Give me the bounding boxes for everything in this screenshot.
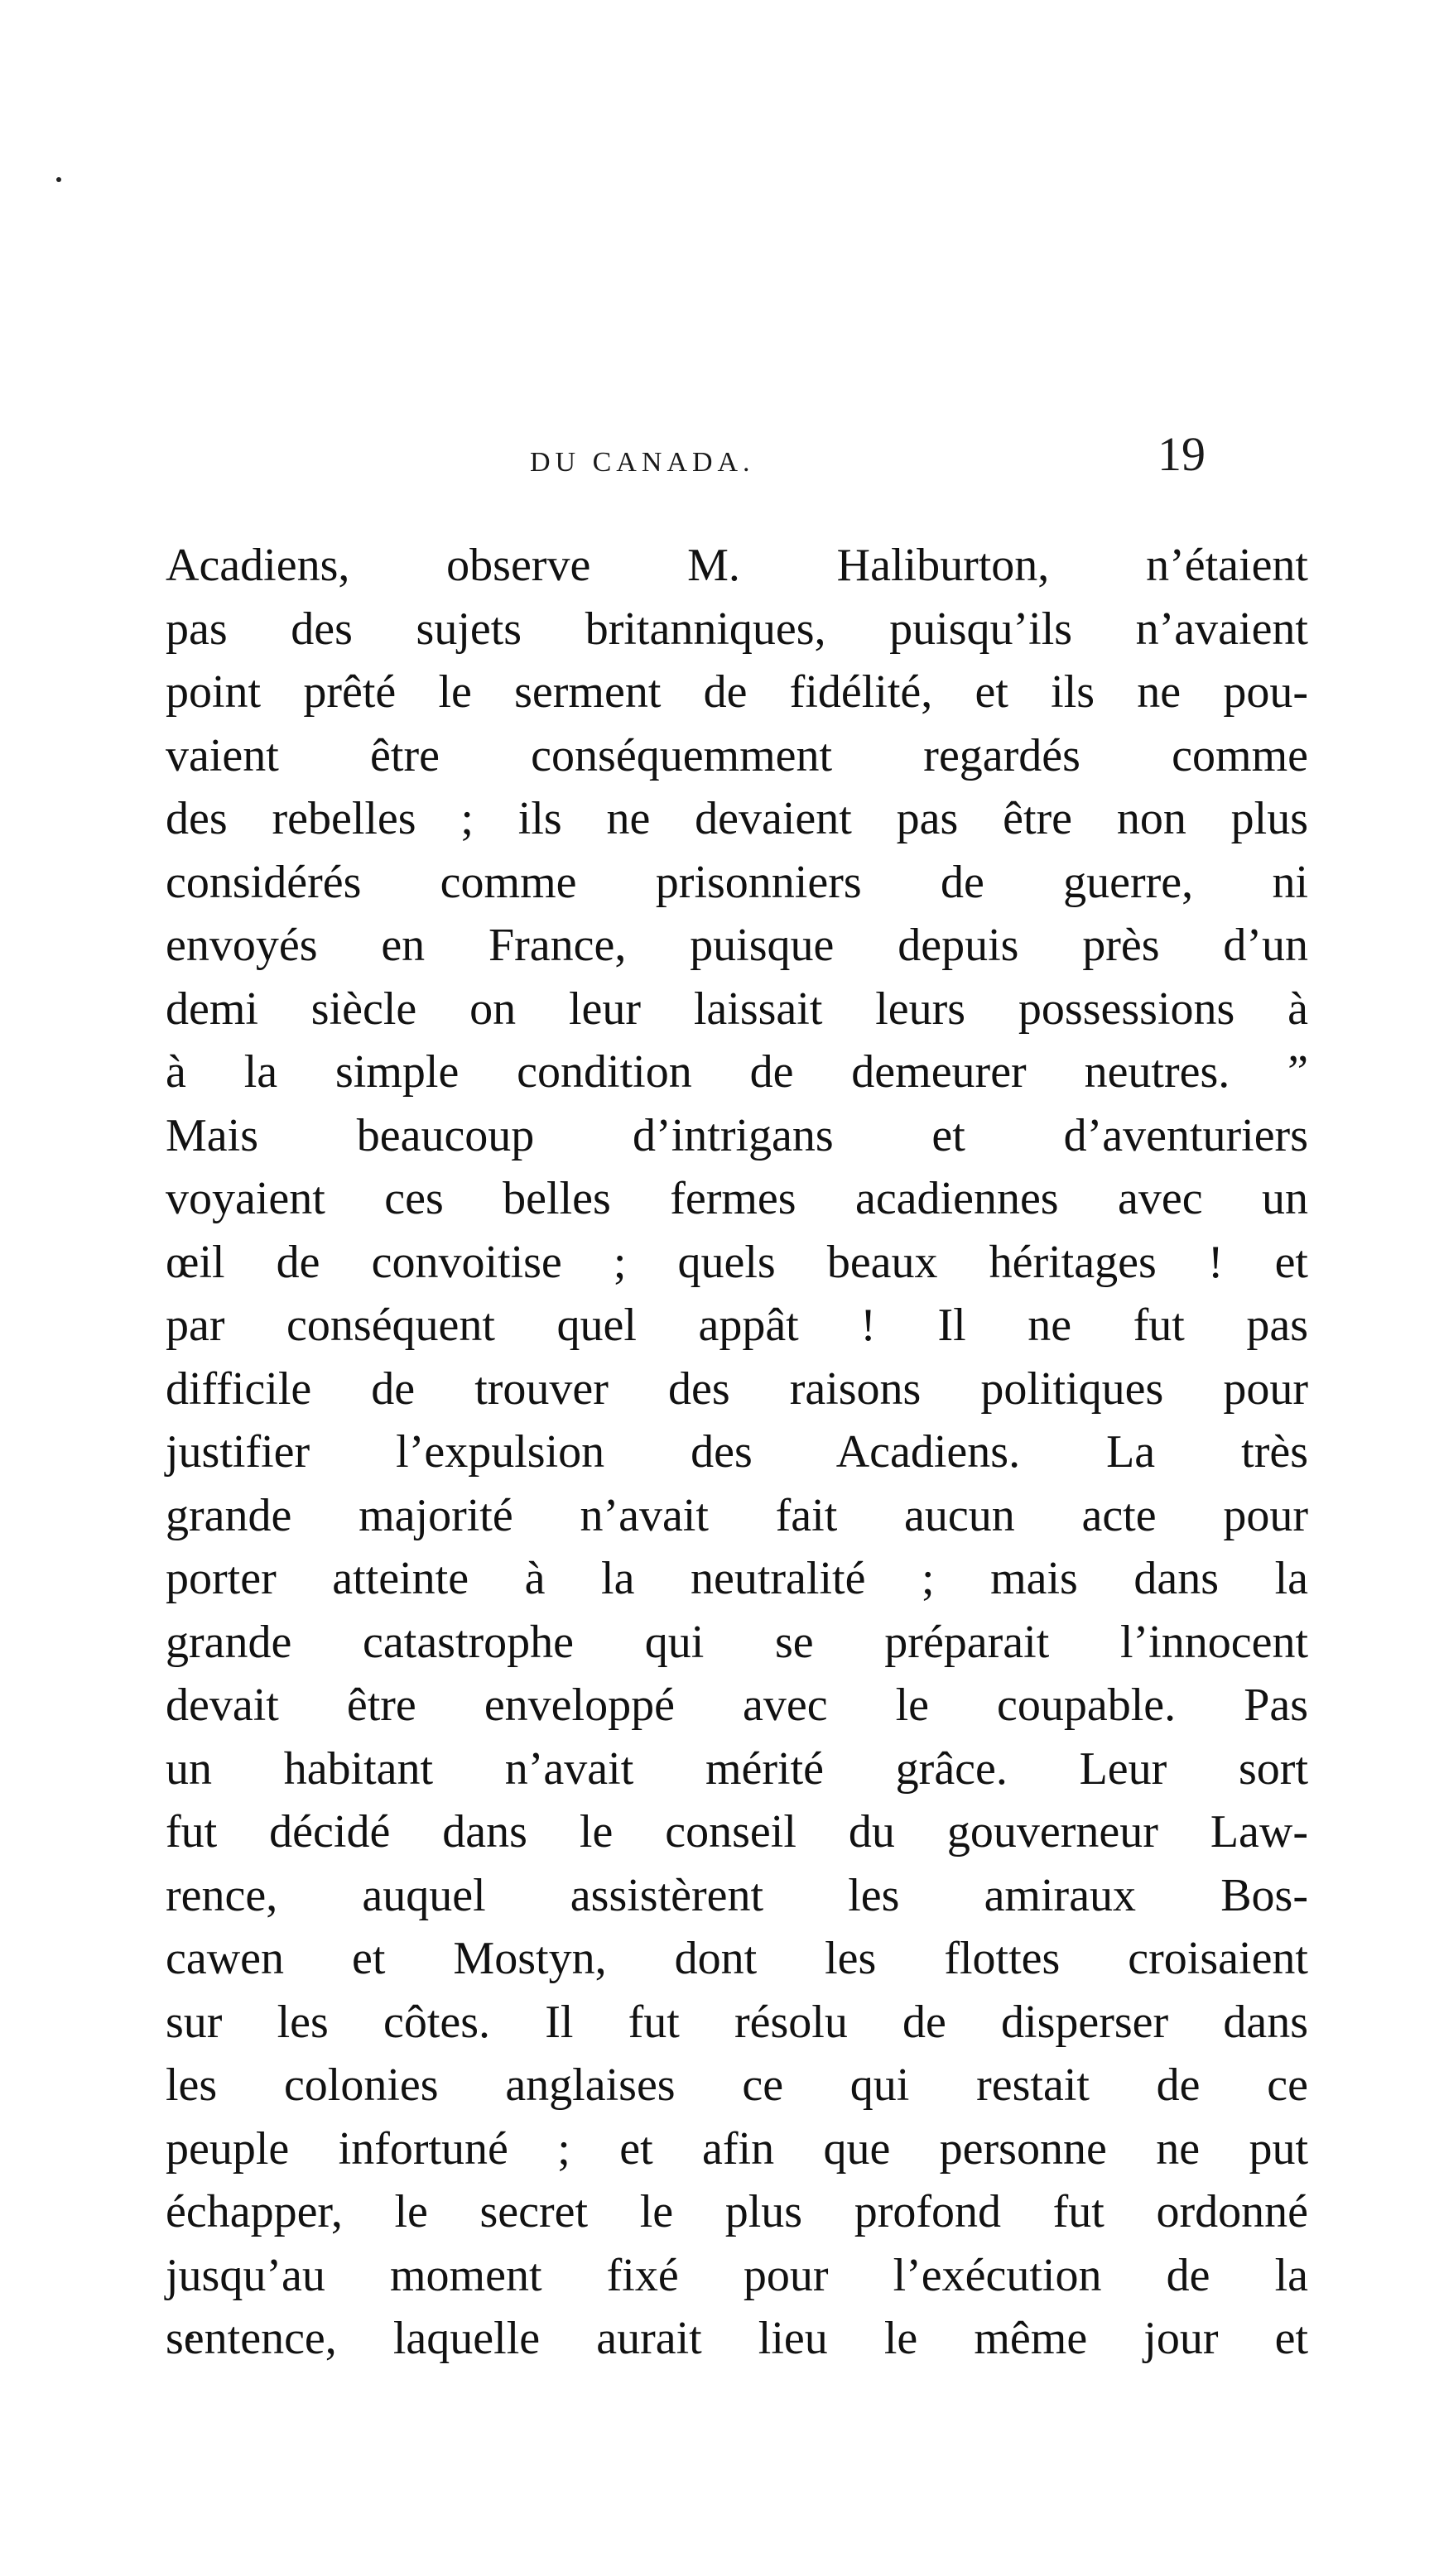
- text-line: par conséquent quel appât ! Il ne fut pas: [166, 1300, 1308, 1351]
- text-line: un habitant n’avait mérité grâce. Leur sort: [166, 1742, 1308, 1795]
- text-line: envoyés en France, puisque depuis près d’un: [166, 920, 1308, 971]
- text-line: échapper, le secret le plus profond fut ordonné: [166, 2186, 1308, 2237]
- text-line: porter atteinte à la neutralité ; mais dans la: [166, 1553, 1308, 1604]
- text-line: sur les côtes. Il fut résolu de disperser dans: [166, 1996, 1308, 2048]
- text-line: les colonies anglaises ce qui restait de ce: [166, 2059, 1308, 2111]
- text-line: voyaient ces belles fermes acadiennes avec un: [166, 1173, 1308, 1224]
- text-line: Mais beaucoup d’intrigans et d’aventuriers: [166, 1109, 1308, 1161]
- text-line: Acadiens, observe M. Haliburton, n’étaient: [166, 540, 1308, 591]
- running-head: DU CANADA.: [530, 447, 755, 478]
- text-line: point prêté le serment de fidélité, et ils ne pou-: [166, 666, 1308, 718]
- text-line: peuple infortuné ; et afin que personne ne put: [166, 2122, 1308, 2175]
- text-line: justifier l’expulsion des Acadiens. La très: [166, 1426, 1308, 1478]
- text-line: à la simple condition de demeurer neutres. ”: [166, 1046, 1308, 1098]
- text-line: rence, auquel assistèrent les amiraux Bos-: [166, 1869, 1308, 1921]
- text-line: considérés comme prisonniers de guerre, ni: [166, 856, 1308, 908]
- text-line: des rebelles ; ils ne devaient pas être non plus: [166, 793, 1308, 844]
- paper-speck: [56, 177, 61, 182]
- text-line: grande majorité n’avait fait aucun acte pour: [166, 1489, 1308, 1541]
- text-line: grande catastrophe qui se préparait l’innocent: [166, 1616, 1308, 1668]
- text-line: devait être enveloppé avec le coupable. Pas: [166, 1680, 1308, 1731]
- text-line: pas des sujets britanniques, puisqu’ils n’avaient: [166, 603, 1308, 655]
- text-line: vaient être conséquemment regardés comme: [166, 729, 1308, 781]
- text-line: jusqu’au moment fixé pour l’exécution de la: [166, 2249, 1308, 2301]
- text-line: cawen et Mostyn, dont les flottes croisaient: [166, 1933, 1308, 1984]
- text-line: fut décidé dans le conseil du gouverneur Law-: [166, 1806, 1308, 1858]
- body-text: [166, 534, 1308, 2371]
- text-line: sentence, laquelle aurait lieu le même jour et: [166, 2313, 1308, 2364]
- text-line: demi siècle on leur laissait leurs possessions à: [166, 983, 1308, 1035]
- page-number: 19: [1157, 427, 1206, 481]
- text-line: difficile de trouver des raisons politiques pour: [166, 1362, 1308, 1415]
- text-line: œil de convoitise ; quels beaux héritages ! et: [166, 1236, 1308, 1288]
